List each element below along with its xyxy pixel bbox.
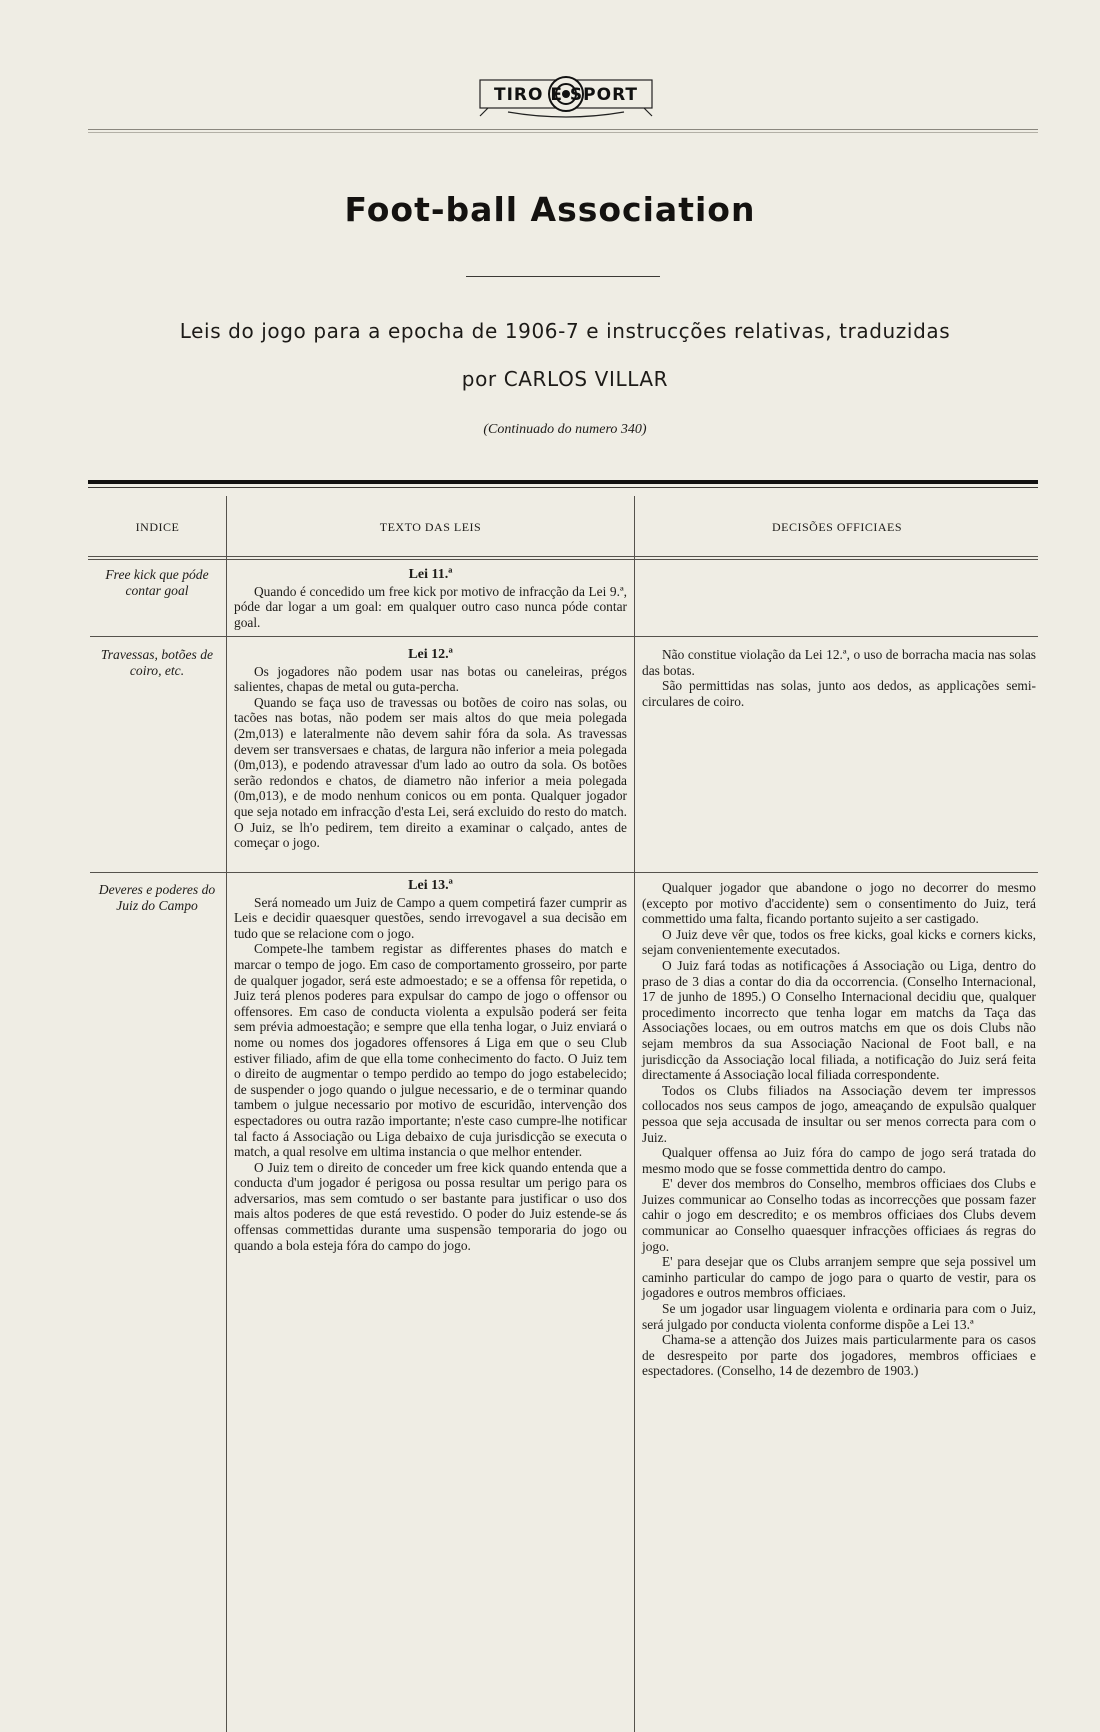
index-entry: Free kick que póde contar goal (105, 567, 209, 598)
header-divider (88, 556, 1038, 557)
row-divider (90, 872, 1038, 873)
masthead-text: TIRO E SPORT (494, 85, 638, 105)
law-paragraph: O Juiz tem o direito de conceder um free kick quando entenda que a conducta d'um jogador é perigosa ou possa resultar um perigo para os adversarios, mas sem comtudo o ser bastante para justificar o uso dos mais altos poderes de que está revestido. O poder do Juiz estende-se ás offensas commettidas durante uma suspensão temporaria do jogo ou quando a bola esteja fóra do campo do jogo. (234, 1159, 627, 1253)
decision-paragraph: São permittidas nas solas, junto aos dedos, as applicações semi-circulares de coiro. (642, 678, 1036, 709)
column-header-decisions: DECISÕES OFFICIAES (771, 520, 903, 534)
law-text-cell (234, 878, 627, 1253)
decision-paragraph: Todos os Clubs filiados na Associação devem ter impressos collocados nos seus campos de jogo, ameaçando de expulsão qualquer pessoa que seja accusada de insultar ou ser menos correcta para com o Juiz. (642, 1082, 1036, 1145)
decisions-cell (642, 880, 1036, 1379)
law-title: Lei 11.ª (408, 567, 453, 582)
decision-paragraph: Chama-se a attenção dos Juizes mais particularmente para os casos de desrespeito por parte dos jogadores, membros officiaes e espectadores. (Conselho, 14 de dezembro de 1903.) (642, 1332, 1036, 1379)
article-author: por CARLOS VILLAR (461, 367, 669, 391)
table-top-thin-rule (88, 487, 1038, 488)
law-text-cell (234, 647, 627, 851)
law-paragraph: Quando se faça uso de travessas ou botões de coiro nas solas, ou tacões nas botas, não podem ser mais altos do que meia polegada (2m,013) e lateralmente não devem sahir fóra da sola. As travessas devem ser transversaes e chatas, de largura não inferior a meia polegada (0m,013), e podendo atravessar d'um lado ao outro da sola. Os botões serão redondos e chatos, de diametro não inferior a meia polegada (0m,013), e de modo nenhum conicos ou em ponta. Qualquer jogador que seja notado em infracção d'esta Lei, será excluido do resto do match. O Juiz, se lh'o pedirem, tem direito a examinar o calçado, antes de começar o jogo. (234, 694, 627, 851)
decision-paragraph: Qualquer jogador que abandone o jogo no decorrer do mesmo (excepto por motivo d'accidente) sem o consentimento do Juiz, terá commettido uma falta, ficando portanto sujeito a ser castigado. (642, 880, 1036, 927)
table-top-rule (88, 480, 1038, 484)
column-header-text: TEXTO DAS LEIS (379, 520, 482, 534)
continued-note: (Continuado do numero 340) (483, 422, 647, 437)
decision-paragraph: Não constitue violação da Lei 12.ª, o uso de borracha macia nas solas das botas. (642, 647, 1036, 678)
decision-paragraph: O Juiz deve vêr que, todos os free kicks, goal kicks e corners kicks, sejam convenientemente executados. (642, 926, 1036, 958)
law-paragraph: Compete-lhe tambem registar as differentes phases do match e marcar o tempo de jogo. Em caso de comportamento grosseiro, por parte de qualquer jogador, será este admoestado; e se a offensa fôr repetida, o Juiz terá plenos poderes para expulsar do campo de jogo o offensor ou offensores. Em caso de conducta violenta a expulsão poderá ser feita sem prévia admoestação; e sempre que ella tenha logar, o Juiz enviará o nome ou nomes dos jogadores offensores á Liga em que o seu Club estiver filiado, afim de que ella tome conhecimento do facto. O Juiz tem o direito de augmentar o tempo perdido ao tempo do jogo estabelecido; de suspender o jogo quando o julgue necessario, e de o terminar quando tambem o julgue necessario por motivo de escuridão, intervenção dos espectadores ou outra razão importante; n'este caso cumpre-lhe notificar tal facto á Associação ou Liga debaixo de cuja jurisdicção se executa o match, a qual resolve em ultima instancia o que melhor entender. (234, 941, 627, 1160)
article-title: Foot-ball Association (344, 190, 756, 229)
decision-paragraph: Qualquer offensa ao Juiz fóra do campo de jogo será tratada do mesmo modo que se fosse commettida dentro do campo. (642, 1145, 1036, 1176)
column-divider (226, 496, 227, 1732)
top-rule (88, 129, 1038, 130)
decision-paragraph: E' dever dos membros do Conselho, membros officiaes dos Clubs e Juizes communicar ao Conselho todas as incorrecções que possam fazer cahir o jogo em descredito; e os membros officiaes dos Clubs devem communicar ao Conselho quaesquer infracções officiaes ás regras do jogo. (642, 1176, 1036, 1254)
decision-paragraph: Se um jogador usar linguagem violenta e ordinaria para com o Juiz, será julgado por conducta violenta conforme dispõe a Lei 13.ª (642, 1301, 1036, 1332)
decision-paragraph: O Juiz fará todas as notificações á Associação ou Liga, dentro do praso de 3 dias a contar do dia da occorrencia. (Conselho Internacional, 17 de junho de 1895.) O Conselho Internacional decidiu que, qualquer procedimento incorrecto que tenha logar em matchs da Taça das Associações locaes, ou em outros matchs em que os dois Clubs não sejam membros da sua Associação Nacional de Foot ball, e na jurisdicção da Associação local filiada, a notificação do Juiz será feita directamente á Associação local filiada correspondente. (642, 957, 1036, 1083)
masthead-logo (478, 70, 654, 120)
header-divider (88, 559, 1038, 560)
column-header-index: INDICE (135, 520, 180, 534)
law-paragraph: Os jogadores não podem usar nas botas ou caneleiras, prégos salientes, chapas de metal ou guta-percha. (234, 663, 627, 695)
index-entry: Deveres e poderes do Juiz do Campo (98, 882, 216, 913)
decisions-cell (642, 647, 1036, 709)
law-title: Lei 12.ª (408, 647, 453, 662)
decision-paragraph: E' para desejar que os Clubs arranjem sempre que seja possivel um caminho particular do campo de jogo para o quarto de vestir, para os jogadores e outros membros officiaes. (642, 1254, 1036, 1301)
law-title: Lei 13.ª (408, 878, 453, 893)
law-text-cell (234, 567, 627, 630)
top-rule-secondary (88, 132, 1038, 133)
index-entry: Travessas, botões de coiro, etc. (100, 647, 214, 678)
title-rule (466, 276, 660, 277)
law-paragraph: Quando é concedido um free kick por motivo de infracção da Lei 9.ª, póde dar logar a um goal: em qualquer outro caso nunca póde contar goal. (234, 583, 627, 630)
law-paragraph: Será nomeado um Juiz de Campo a quem competirá fazer cumprir as Leis e decidir quaesquer questões, sendo irrevogavel a sua decisão em tudo que se relacione com o jogo. (234, 894, 627, 941)
column-divider (634, 496, 635, 1732)
article-subtitle: Leis do jogo para a epocha de 1906-7 e instrucções relativas, traduzidas (179, 319, 951, 343)
row-divider (90, 636, 1038, 637)
